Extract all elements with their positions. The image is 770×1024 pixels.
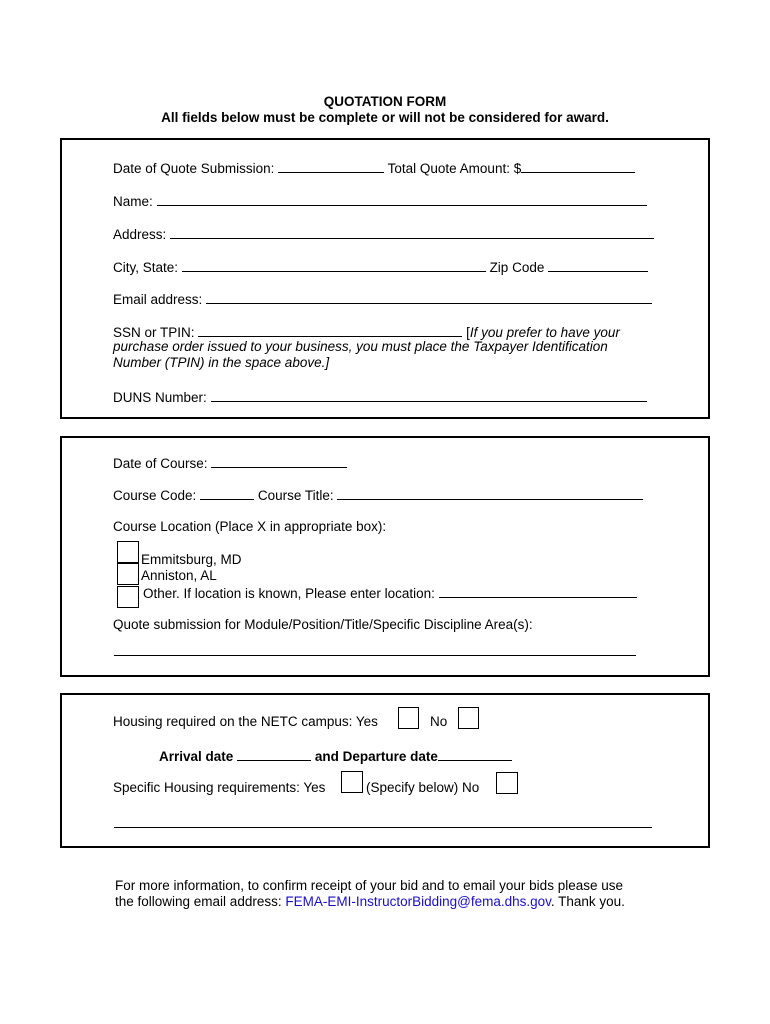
course-code-field[interactable] [200,486,254,500]
email-link[interactable]: FEMA-EMI-InstructorBidding@fema.dhs.gov [285,894,551,909]
course-title-label: Course Title: [257,488,334,503]
ssn-note-line1: If you prefer to have your [469,325,620,340]
ssn-field[interactable] [198,323,462,337]
location-anniston: Anniston, AL [141,568,217,583]
form-subtitle: All fields below must be complete or will not be considered for award. [161,110,609,125]
course-code-row [113,486,643,504]
ssn-note-line3: Number (TPIN) in the space above.] [113,355,330,370]
zip-label: Zip Code [489,260,545,275]
arrival-label: Arrival date [159,749,234,764]
housing-row [113,714,378,730]
footer-line2 [115,894,625,910]
personal-info-section [60,138,710,419]
footer-prefix: the following email address: [115,894,286,909]
course-date-label: Date of Course: [113,456,208,471]
address-row [113,225,654,243]
duns-field[interactable] [211,388,647,402]
footer-suffix: . Thank you. [550,894,625,909]
address-label: Address: [113,227,167,242]
footer-line1: For more information, to confirm receipt of your bid and to email your bids please use [115,878,623,893]
email-label: Email address: [113,292,203,307]
quote-amount-label: Total Quote Amount: $ [387,161,522,176]
quote-amount-field[interactable] [521,159,635,173]
course-location-label: Course Location (Place X in appropriate box): [113,519,387,534]
housing-no-checkbox[interactable] [458,707,479,729]
city-row [113,258,648,276]
departure-label: and Departure date [314,749,438,764]
course-code-label: Course Code: [113,488,197,503]
name-row [113,192,647,210]
anniston-checkbox[interactable] [117,563,139,585]
ssn-note-line2: purchase order issued to your business, you must place the Taxpayer Identification [113,339,608,354]
module-field[interactable] [114,655,636,656]
specify-below-label: (Specify below) No [366,780,480,795]
email-field[interactable] [206,290,652,304]
duns-label: DUNS Number: [113,390,207,405]
email-row [113,290,652,308]
housing-requirements-field[interactable] [114,827,652,828]
other-location-field[interactable] [439,584,637,598]
city-state-field[interactable] [182,258,486,272]
specific-housing-yes-checkbox[interactable] [341,771,363,793]
location-other-row [143,584,637,602]
departure-field[interactable] [438,747,512,761]
name-label: Name: [113,194,153,209]
housing-yes-label: Yes [355,714,378,729]
ssn-label: SSN or TPIN: [113,325,195,340]
housing-no-label: No [430,714,448,729]
housing-label: Housing required on the NETC campus: [113,714,353,729]
form-title: QUOTATION FORM [323,94,447,109]
quote-date-label: Date of Quote Submission: [113,161,275,176]
module-label: Quote submission for Module/Position/Title/Specific Discipline Area(s): [113,617,533,632]
quote-date-row [113,159,635,177]
arrival-field[interactable] [237,747,311,761]
location-emmitsburg: Emmitsburg, MD [141,552,242,567]
name-field[interactable] [157,192,647,206]
zip-field[interactable] [548,258,648,272]
specific-housing-no-checkbox[interactable] [496,772,518,794]
other-location-checkbox[interactable] [117,586,139,608]
course-date-field[interactable] [211,454,347,468]
specific-housing-label: Specific Housing requirements: Yes [113,780,326,795]
arrival-departure-row [159,747,512,765]
ssn-note-bracket: [ [466,325,470,340]
course-title-field[interactable] [337,486,643,500]
course-date-row [113,454,347,472]
address-field[interactable] [170,225,654,239]
duns-row [113,388,647,406]
city-state-label: City, State: [113,260,179,275]
housing-yes-checkbox[interactable] [398,707,419,729]
emmitsburg-checkbox[interactable] [117,541,139,563]
quote-date-field[interactable] [278,159,384,173]
location-other-label: Other. If location is known, Please enter location: [143,586,435,601]
